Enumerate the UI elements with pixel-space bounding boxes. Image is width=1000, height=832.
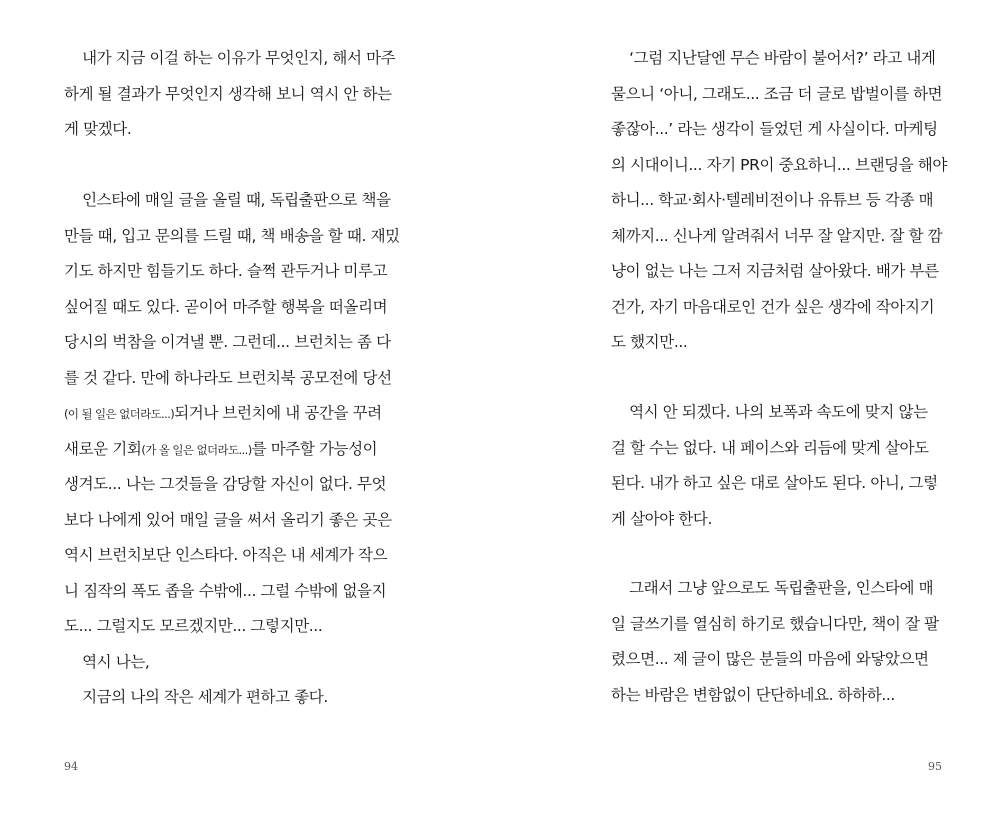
- page-number: 94: [64, 760, 78, 773]
- text-fragment: 새로운 기회: [64, 439, 142, 458]
- text-line: 냥이 없는 나는 그저 지금처럼 살아왔다. 배가 부른: [611, 262, 939, 280]
- text-line: 걸 할 수는 없다. 내 페이스와 리듬에 맞게 살아도: [611, 438, 929, 457]
- text-line: 게 살아야 한다.: [611, 509, 713, 528]
- text-line: 도... 그럴지도 모르겠지만... 그렇지만...: [64, 617, 323, 635]
- text-line: 내가 지금 이걸 하는 이유가 무엇인지, 해서 마주: [64, 49, 396, 67]
- text-line: 기도 하지만 힘들기도 하다. 슬쩍 관두거나 미루고: [64, 262, 388, 280]
- text-line: 하니... 학교·회사·텔레비전이나 유튜브 등 각종 매: [611, 191, 934, 209]
- text-line: 니 짐작의 폭도 좁을 수밖에... 그럴 수밖에 없을지: [64, 581, 387, 600]
- left-paragraph-2: [64, 183, 400, 716]
- text-line: 보다 나에게 있어 매일 글을 써서 올리기 좋은 곳은: [64, 510, 392, 529]
- text-line: 역시 브런치보단 인스타다. 아직은 내 세계가 작으: [64, 546, 388, 564]
- right-paragraph-1: [611, 41, 947, 361]
- text-line: 렸으면... 제 글이 많은 분들의 마음에 와닿았으면: [611, 650, 929, 668]
- text-line: 좋잖아...’ 라는 생각이 들었던 게 사실이다. 마케팅: [611, 120, 938, 138]
- text-line: 의 시대이니... 자기 PR이 중요하니... 브랜딩을 해야: [611, 155, 947, 174]
- text-fragment: 를 마주할 가능성이: [251, 439, 378, 458]
- page-number: 95: [928, 760, 942, 773]
- text-line: 당시의 벅참을 이겨낼 뿐. 그런데... 브런치는 좀 다: [64, 333, 391, 351]
- text-line: 일 글쓰기를 열심히 하기로 했습니다만, 책이 잘 팔: [611, 614, 939, 633]
- text-fragment: 되거나 브런치에 내 공간을 꾸려: [174, 404, 382, 422]
- text-line: 를 것 같다. 만에 하나라도 브런치북 공모전에 당선: [64, 368, 392, 387]
- right-paragraph-2: [611, 395, 938, 537]
- left-paragraph-1: [64, 41, 395, 148]
- text-line: 물으니 ‘아니, 그래도... 조금 더 글로 밥벌이를 하면: [611, 84, 943, 103]
- text-line: ‘그럼 지난달엔 무슨 바람이 불어서?’ 라고 내게: [611, 49, 936, 67]
- text-line: 생겨도... 나는 그것들을 감당할 자신이 없다. 무엇: [64, 475, 387, 493]
- text-line: 지금의 나의 작은 세계가 편하고 좋다.: [64, 688, 328, 706]
- text-line: 역시 나는,: [64, 652, 150, 671]
- right-page: [500, 0, 1000, 832]
- text-line: 인스타에 매일 글을 올릴 때, 독립출판으로 책을: [64, 191, 391, 209]
- text-line: 체까지... 신나게 알려줘서 너무 잘 알지만. 잘 할 깜: [611, 226, 943, 245]
- right-paragraph-3: [611, 571, 939, 713]
- text-line: 역시 안 되겠다. 나의 보폭과 속도에 맞지 않는: [611, 403, 928, 421]
- text-line: 된다. 내가 하고 싶은 대로 살아도 된다. 아니, 그렇: [611, 474, 938, 492]
- text-line: 도 했지만...: [611, 333, 688, 351]
- text-line: 그래서 그냥 앞으로도 독립출판을, 인스타에 매: [611, 579, 934, 597]
- text-line: 만들 때, 입고 문의를 드릴 때, 책 배송을 할 때. 재밌: [64, 226, 400, 245]
- text-line: 싶어질 때도 있다. 곧이어 마주할 행복을 떠올리며: [64, 297, 388, 316]
- aside-note: (가 올 일은 없더라도...): [141, 442, 252, 457]
- text-line: [64, 396, 400, 432]
- text-line: [64, 432, 400, 468]
- text-line: 건가, 자기 마음대로인 건가 싶은 생각에 작아지기: [611, 297, 935, 316]
- text-line: 게 맞겠다.: [64, 120, 132, 138]
- aside-note: (이 될 일은 없더라도...): [64, 407, 175, 421]
- text-line: 하는 바람은 변함없이 단단하네요. 하하하...: [611, 685, 895, 704]
- text-line: 하게 될 결과가 무엇인지 생각해 보니 역시 안 하는: [64, 84, 392, 103]
